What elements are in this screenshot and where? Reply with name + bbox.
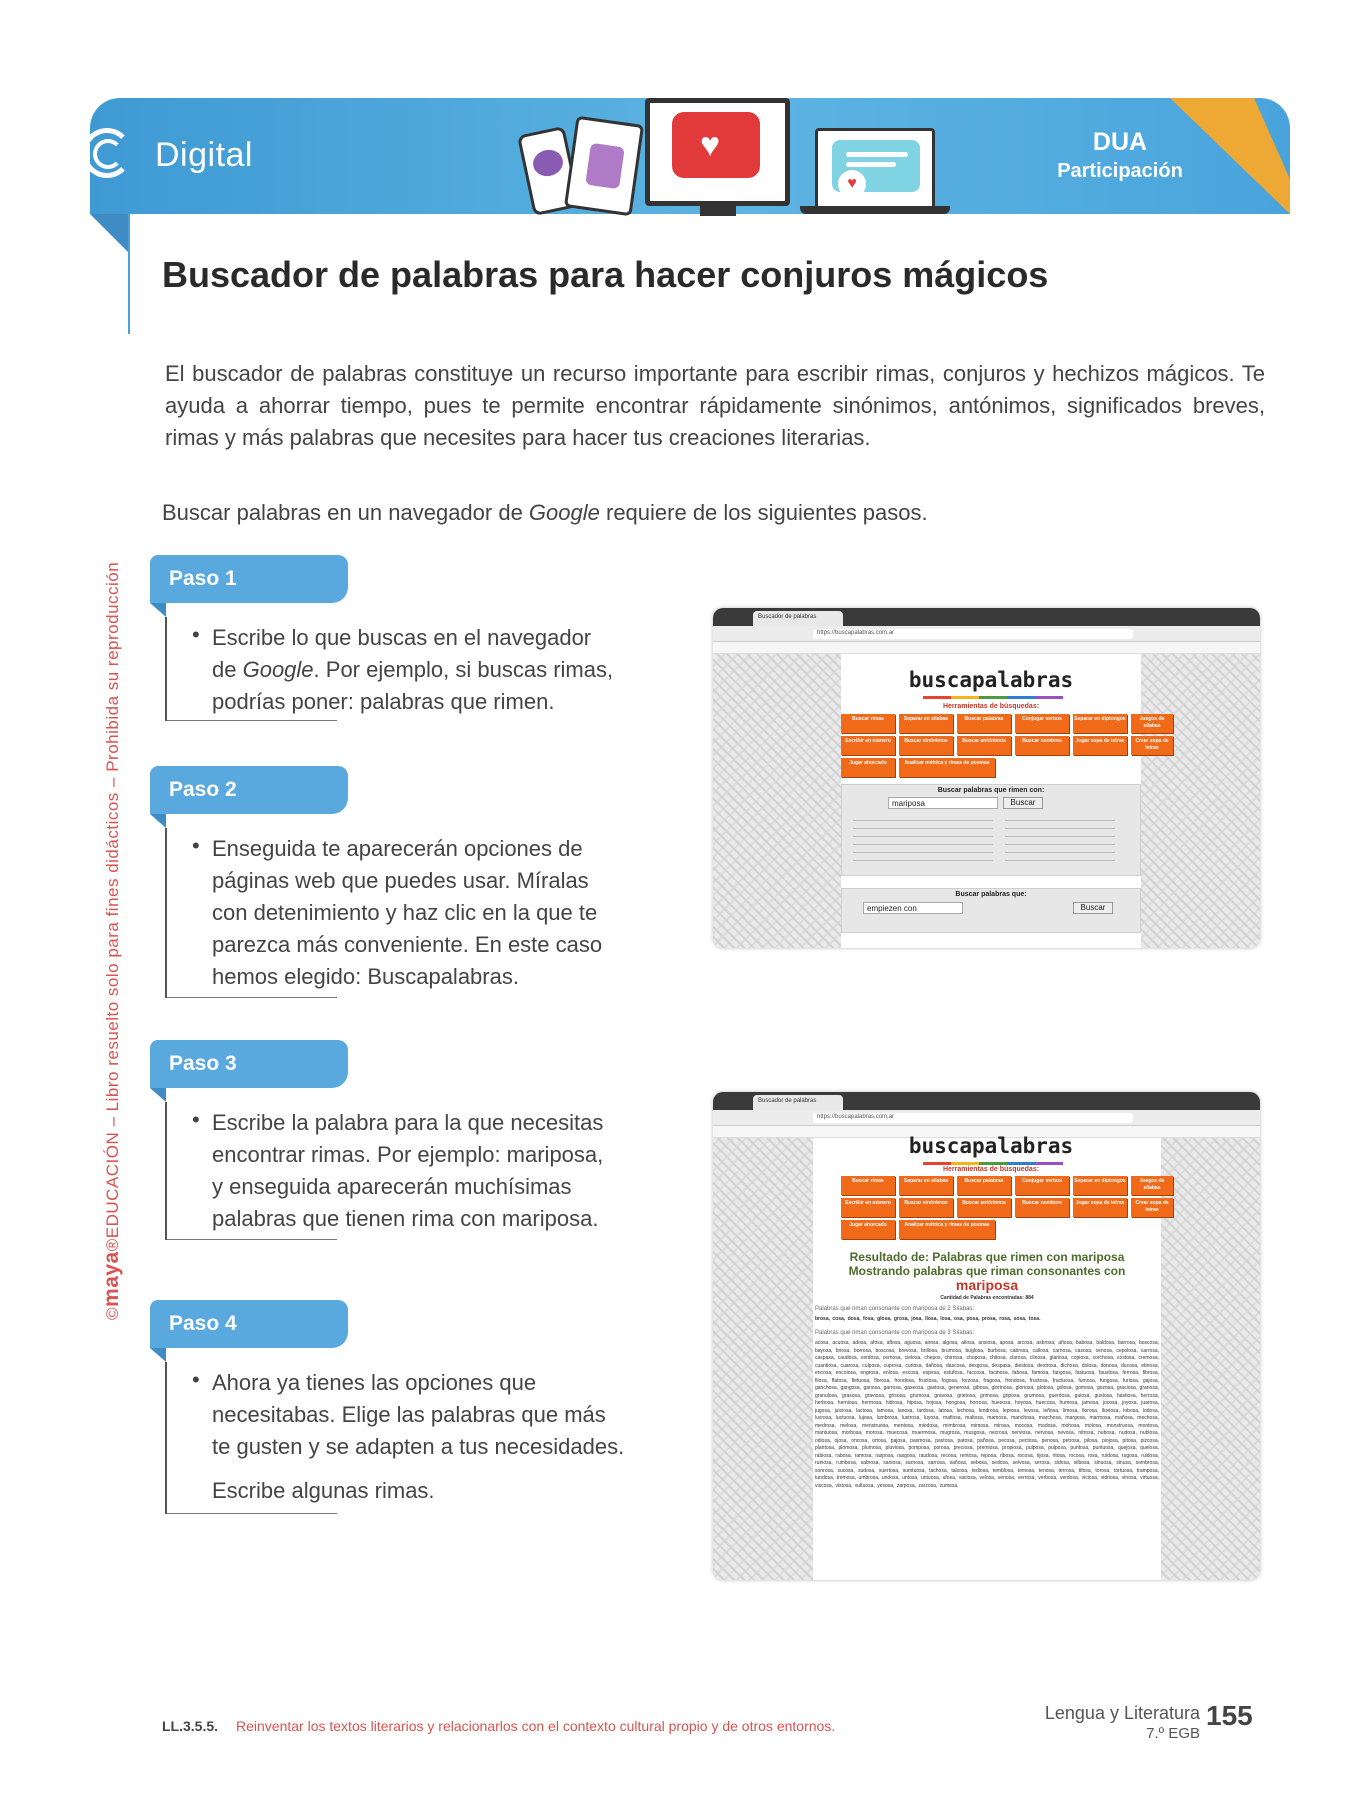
- site-button: Buscar sinónimos: [899, 1198, 953, 1217]
- result-count: Cantidad de Palabras encontradas: 884: [940, 1295, 1034, 1301]
- site-button: Crear sopa de letras: [1131, 1198, 1173, 1217]
- site-button: Buscar rimas: [841, 1176, 895, 1195]
- copyright-rest: ®EDUCACIÓN – Libro resuelto solo para fines didácticos – Prohibida su reproducción: [103, 561, 122, 1252]
- step-4-extra: Escribe algunas rimas.: [212, 1478, 435, 1503]
- site-button: Buscar nombres: [1015, 736, 1069, 755]
- step-1-box: [165, 617, 167, 721]
- group-3-syllables-label: Palabras que riman consonante con mariposa de 3 Sílabas:: [815, 1330, 975, 1336]
- page-number: 155: [1206, 1700, 1253, 1731]
- step-2-line: hemos elegido: Buscapalabras.: [212, 964, 519, 989]
- rhyme-search-input: mariposa: [888, 797, 998, 809]
- step-1-line: podrías poner: palabras que rimen.: [212, 689, 555, 714]
- copyright-side-text: [100, 562, 124, 1320]
- site-brand: buscapalabras: [908, 668, 1074, 692]
- site-button: Juegos de sílabas: [1131, 1176, 1173, 1195]
- site-button: Buscar rimas: [841, 714, 895, 733]
- step-2-bullet: •: [192, 833, 200, 858]
- site-button: Jugar sopa de letras: [1073, 736, 1127, 755]
- site-button: Conjugar verbos: [1015, 714, 1069, 733]
- browser-tab: Buscador de palabras: [753, 611, 843, 626]
- screenshot-search-page: [713, 608, 1260, 948]
- site-button: Buscar palabras: [957, 714, 1011, 733]
- site-button: Buscar sinónimos: [899, 736, 953, 755]
- site-button: Escribir en número: [841, 736, 895, 755]
- browser-url-bar: https://buscapalabras.com.ar: [813, 629, 1133, 639]
- word-search-label: Buscar palabras que:: [955, 891, 1027, 898]
- result-subtitle: Mostrando palabras que riman consonantes con: [848, 1264, 1126, 1278]
- site-button: Jugar ahorcado: [841, 1220, 895, 1239]
- step-1-tab: Paso 1: [150, 555, 348, 603]
- step-3-bullet: •: [192, 1107, 200, 1132]
- browser-url-bar: https://buscapalabras.com.ar: [813, 1113, 1133, 1123]
- step-2-line: con detenimiento y haz clic en la que te: [212, 900, 598, 925]
- step-4-bullet: •: [192, 1367, 200, 1392]
- skill-code: LL.3.5.5.: [162, 1718, 219, 1734]
- site-button: Separar en diptongos: [1073, 714, 1127, 733]
- laptop-base: [800, 206, 950, 214]
- step-4-box: [165, 1362, 167, 1514]
- step-1-bullet: •: [192, 622, 200, 647]
- group-3-syllables-words: acosa, acuosa, adosa, afosa, aftosa, aguosa, airosa, algosa, aliosa, ansiosa, aposa, arcosa, asbrosa, añosa, babosa, baldosa, barrosa, boscosa, bayosa, briosa, borrosa, boscosa, brevosa, brillosa, brumosa, buglosa, burbosa, cabrosa, callosa, carnosa, casosa, cenosa, cepolosa, carrosa, caspasa, caudosa, cerdosa, cernosa, cielosa, chepos, chirrosa, choposa, chitosa, clarosa, clinosa, glariosa, copiosa, corchosa, costosa, cremosa, cuantiosa, cuarosa, culposa, cuprosa, curiosa, dañosa, dascosa, desgosa, despasa, diestosa, dextrosa, dichosa, dolosa, donosa, ducosa, ebriosa, encosa, encoiosa, engrosa, enlosa, escosa, espesa, estufosa, faccosa, facinosa, fabosa, famosa, fangosa, fastuosa, faustosa, ferrosa, fibrosa, filosa, flatosa, fletuosa, florosa, frondosa, fructosa, fogosa, forzosa, fragosa, frondosa, fructosa, fructuosa, fumosa, fungosa, furiosa, gajosa, ganchosa, gangosa, ganosa, garrosa, gaseosa, gastosa, generosa, gibosa, glorinosa, gloriosa, glotosa, golosa, gomosa, gozosa, graciosa, granosa, granulosa, grasosa, graviosa, grisosa, grumosa, gravosa, grietosa, grimosa, griposa, grumosa, guerdosa, guiosa, gustosa, hastiosa, herrosa, herbosa, herniosa, hermosa, hidrosa, hiposa, hojosa, hongosa, horrosa, huesosa, hoyosa, huecosa, humosa, jamosa, jocosa, joyosa, juarosa, jugosa, juiciosa, lactosa, lamosa, lanosa, lardosa, latosa, lechosa, lendrosa, leprosa, levosa, leñosa, limosa, llorosa, lluviosa, lobosa, lodosa, lucrosa, luctuosa, lujosa, lumbrosa, lustrosa, luyosa, mafiosa, maltosa, mamosa, manchosa, marchosa, margosa, marmosa, mañosa, mechosa, medrosa, melosa, menstruosa, mentosa, miedosa, mimbrosa, mimosa, mirosa, mocosa, modosa, mohosa, molosa, monstruosa, montosa, mantuosa, morbosa, morosa, muecosa, muermosa, mugrosa, musgosa, necrosa, nerviosa, nervosa, nevosa, nitrosa, nubosa, nudosa, nublosa, odiosa, ojosa, oncosa, ortosa, pajosa, pasmosa, pastosa, patosa, pañosa, pecosa, pectosa, penosa, petrosa, pilosa, piojosa, pitosa, pizcosa, plantosa, plomosa, plumosa, pluviosa, pomposa, porosa, preciosa, premiosa, propiosa, pulposa, pulposa, puntosa, puntuosa, quejosa, quelosa, rabiosa, rabosa, ramosa, rasposa, rasgosa, raudosa, recosa, rentosa, reposa, ribosa, rocosa, rijosa, ritosa, rocosa, rosa, ruidosa, rugosa, ruidosa, ruinosa, rumbosa, sabrosa, saniosa, sarnosa, sarrosa, sañosa, sebosa, sedosa, selvosa, serosa, sidosa, silbosa, sinuosa, sinusa, sombrosa, sonrosa, sucosa, sudosa, suertosa, sumtuosa, tachosa, talcosa, tediosa, temblosa, temosa, tenosa, terrosa, tifosa, torosa, tortuosa, tramposa, tundosa, tremosa, umbrosa, undosa, untosa, untuosa, ufosa, vaciosa, velosa, venosa, verrosa, verbosa, verdosa, viciosa, vidriosa, vinosa, virtuosa, viscosa, vistosa, vultuosa, yesosa, zarposa, zarzosa, zumosa.: [815, 1340, 1159, 1489]
- site-button: Escribir en número: [841, 1198, 895, 1217]
- site-tools-label: Herramientas de búsquedas:: [942, 703, 1040, 710]
- site-button: Buscar antónimos: [957, 1198, 1011, 1217]
- copyright-symbol: ©: [103, 1306, 122, 1320]
- page-title: Buscador de palabras para hacer conjuros mágicos: [162, 254, 1049, 295]
- step-1-line: de Google. Por ejemplo, si buscas rimas,: [212, 657, 614, 682]
- digital-logo-inner-icon: [93, 139, 123, 169]
- screenshot-results-page: [713, 1092, 1260, 1580]
- site-button: Jugar ahorcado: [841, 758, 895, 777]
- thumbs-up-icon: [585, 143, 625, 189]
- site-button: Separar en sílabas: [899, 1176, 953, 1195]
- dua-badge-title: DUA: [1092, 128, 1148, 156]
- step-1-text: [212, 622, 613, 718]
- site-button: Buscar antónimos: [957, 736, 1011, 755]
- result-title: Resultado de: Palabras que rimen con mariposa: [849, 1250, 1125, 1264]
- step-3-line: encontrar rimas. Por ejemplo: mariposa,: [212, 1142, 604, 1167]
- site-button: Jugar sopa de letras: [1073, 1198, 1127, 1217]
- site-button: Separar en diptongos: [1073, 1176, 1127, 1195]
- group-2-syllables-label: Palabras que riman consonante con mariposa de 2 Sílabas:: [815, 1306, 975, 1312]
- step-3-line: y enseguida aparecerán muchísimas: [212, 1174, 572, 1199]
- heart-icon: ♥: [700, 126, 721, 164]
- steps-intro-text-end: requiere de los siguientes pasos.: [599, 500, 928, 525]
- steps-intro-text: Buscar palabras en un navegador de: [162, 500, 529, 525]
- group-2-syllables-words: brosa, cosa, dosa, fosa, glosa, grosa, josa, llosa, losa, osa, posa, prosa, rosa, sosa, tosa.: [815, 1316, 1041, 1322]
- section-label: Digital: [155, 136, 253, 174]
- step-3-tab: Paso 3: [150, 1040, 348, 1088]
- site-button: Crear sopa de letras: [1131, 736, 1173, 755]
- step-4-line: te gusten y se adapten a tus necesidades.: [212, 1434, 625, 1459]
- site-brand-bar: [923, 1162, 1063, 1165]
- skill-description: Reinventar los textos literarios y relacionarlos con el contexto cultural propio y de otros entornos.: [236, 1718, 836, 1734]
- step-2-line: páginas web que puedes usar. Míralas: [212, 868, 589, 893]
- step-3-line: Escribe la palabra para la que necesitas: [212, 1110, 604, 1135]
- message-line: [846, 152, 908, 157]
- rhyme-search-label: Buscar palabras que rimen con:: [937, 787, 1045, 794]
- site-brand: buscapalabras: [908, 1134, 1074, 1158]
- site-button: Buscar palabras: [957, 1176, 1011, 1195]
- site-button: Buscar nombres: [1015, 1198, 1069, 1217]
- step-2-line: parezca más conveniente. En este caso: [212, 932, 603, 957]
- step-2-line: Enseguida te aparecerán opciones de: [212, 836, 583, 861]
- browser-bookmarks: [713, 642, 1260, 654]
- step-3-line: palabras que tienen rima con mariposa.: [212, 1206, 599, 1231]
- message-line: [846, 162, 896, 167]
- site-button: Separar en sílabas: [899, 714, 953, 733]
- message-heart-icon: ♥: [838, 170, 866, 198]
- step-2-text: [212, 833, 602, 993]
- site-button: Juegos de sílabas: [1131, 714, 1173, 733]
- result-word: mariposa: [955, 1277, 1019, 1293]
- footer-grade: 7.º EGB: [1146, 1725, 1200, 1742]
- maya-brand: maya: [100, 1251, 123, 1307]
- rhyme-search-button: Buscar: [1003, 797, 1043, 809]
- steps-intro-google: Google: [528, 500, 600, 525]
- steps-intro: [162, 500, 928, 526]
- step-4-tab: Paso 4: [150, 1300, 348, 1348]
- site-button: Analizar métrica y rimas de poemas: [899, 1220, 995, 1239]
- word-search-select: empiezen con: [863, 902, 963, 914]
- step-4-line: necesitabas. Elige las palabras que más: [212, 1402, 606, 1427]
- site-tools-label: Herramientas de búsquedas:: [942, 1166, 1040, 1173]
- step-2-box: [165, 828, 167, 998]
- step-4-line: Ahora ya tienes las opciones que: [212, 1370, 537, 1395]
- footer-subject: Lengua y Literatura: [1044, 1703, 1200, 1723]
- site-button: Conjugar verbos: [1015, 1176, 1069, 1195]
- step-3-box: [165, 1102, 167, 1240]
- word-search-button: Buscar: [1073, 902, 1113, 914]
- intro-paragraph: El buscador de palabras constituye un recurso importante para escribir rimas, conjuros y hechizos mágicos. Te ayuda a ahorrar tiempo, pues te permite encontrar rápidamente sinónimos, antónimos, significados breves, rimas y más palabras que necesites para hacer tus creaciones literarias.: [165, 361, 1265, 450]
- banner-fold: [90, 214, 130, 254]
- step-3-text: [212, 1107, 603, 1235]
- grammar-options: [1005, 820, 1115, 868]
- step-4-text: [212, 1367, 624, 1507]
- step-2-tab: Paso 2: [150, 766, 348, 814]
- site-brand-bar: [923, 696, 1063, 699]
- step-1-line: Escribe lo que buscas en el navegador: [212, 625, 592, 650]
- rhyme-options: [853, 820, 993, 868]
- browser-tab: Buscador de palabras: [753, 1095, 843, 1110]
- monitor-stand: [700, 206, 736, 216]
- banner-side-line: [128, 214, 130, 334]
- dua-badge-subtitle: Participación: [1057, 160, 1183, 182]
- site-button: Analizar métrica y rimas de poemas: [899, 758, 995, 777]
